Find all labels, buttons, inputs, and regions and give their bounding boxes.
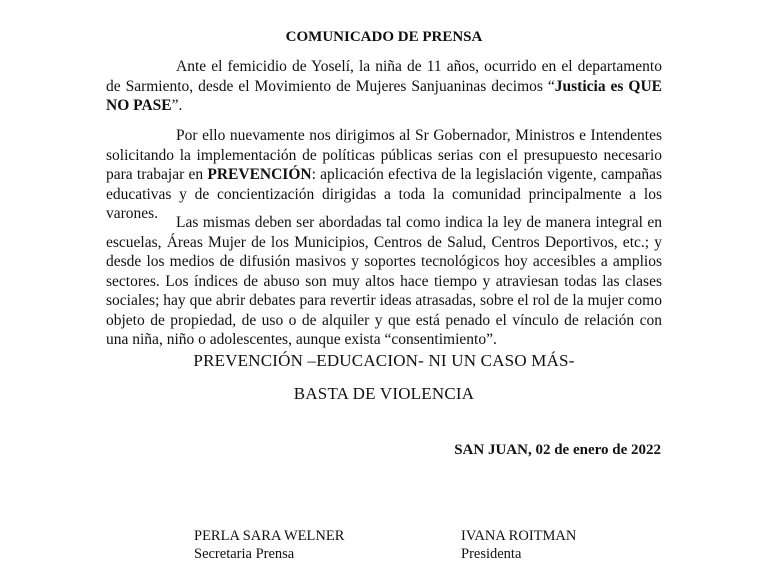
paragraph-integral-approach: Las mismas deben ser abordadas tal como indica la ley de manera integral en escuelas, Áreas Mujer de los Municipios, Centros de Salud, Centros Deportivos, etc.; y desde los medios de difusión masivos y soportes tecnológicos hoy accesibles a amplios sectores. Los índices de abuso son muy altos hace tiempo y atraviesan todas las clases sociales; hay que abrir debates para revertir ideas atrasadas, sobre el rol de la mujer como objeto de propiedad, de uso o de alquiler y que está penado el vínculo de relación con una niña, niño o adolescentes, aunque exista “consentimiento”. [106,214,662,348]
paragraph-1-text-b: ”. [171,97,183,114]
signature-role: Secretaria Prensa [194,546,295,562]
paragraph-1-bold: Justicia es QUE NO PASE [106,77,662,114]
signature-block-roitman [461,527,576,563]
paragraph-prevention [106,126,662,224]
slogan-prevention: PREVENCIÓN –EDUCACION- NI UN CASO MÁS- [193,351,575,370]
paragraph-2-text-b: : aplicación efectiva de la legislación vigente, campañas educativas y de concientización dirigidas a toda la comunidad principalmente a los varones. [106,166,662,222]
date-line: SAN JUAN, 02 de enero de 2022 [454,442,661,458]
signature-name: IVANA ROITMAN [461,528,577,544]
signature-name: PERLA SARA WELNER [194,528,345,544]
document-title: COMUNICADO DE PRENSA [285,29,483,45]
paragraph-femicide [106,57,662,116]
slogan-violence: BASTA DE VIOLENCIA [293,384,475,403]
signature-block-welner [194,527,344,563]
signature-role: Presidenta [461,546,522,562]
paragraph-2-text-a: Por ello nuevamente nos dirigimos al Sr Gobernador, Ministros e Intendentes solicitando la implementación de políticas públicas serias con el presupuesto necesario para trabajar en [106,127,662,183]
paragraph-2-bold: PREVENCIÓN [207,166,312,183]
paragraph-1-text-a: Ante el femicidio de Yoselí, la niña de 11 años, ocurrido en el departamento de Sarmiento, desde el Movimiento de Mujeres Sanjuaninas decimos “ [106,58,662,95]
